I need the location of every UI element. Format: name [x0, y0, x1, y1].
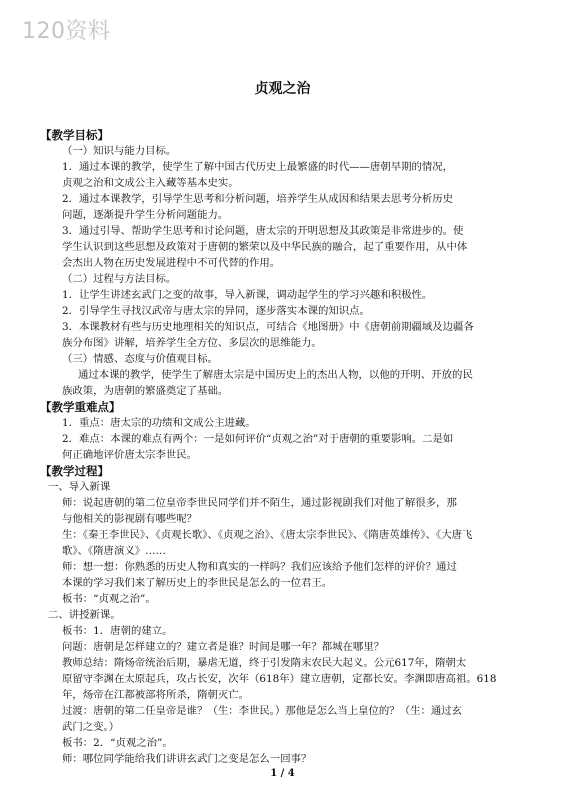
text-line: 1．通过本课的教学，使学生了解中国古代历史上最繁盛的时代——唐朝早期的情况， — [62, 161, 454, 173]
text-line: 通过本课的教学，使学生了解唐太宗是中国历史上的杰出人物，以他的开明、开放的民 — [78, 369, 473, 381]
section-heading: 【教学重难点】 — [40, 400, 121, 414]
text-line: 生：《秦王李世民》、《贞观长歌》、《贞观之治》、《唐太宗李世民》、《隋唐英雄传》、《大唐飞 — [62, 529, 473, 541]
text-line: 问题：唐朝是怎样建立的？建立者是谁？时间是哪一年？都城在哪里？ — [62, 641, 385, 653]
page-number: 1 / 4 — [270, 768, 295, 779]
page-title: 贞观之治 — [254, 81, 311, 97]
section-heading: 【教学目标】 — [40, 128, 109, 142]
text-line: 学生认识到这些思想及政策对于唐朝的繁荣以及中华民族的融合，起了重要作用，从中体 — [62, 241, 468, 253]
text-line: 过渡：唐朝的第二任皇帝是谁？（生：李世民。）那他是怎么当上皇位的？（生：通过玄 — [62, 705, 463, 717]
section-heading: 【教学过程】 — [40, 464, 109, 478]
text-line: （一）知识与能力目标。 — [62, 145, 177, 157]
text-line: 贞观之治和文成公主入藏等基本史实。 — [62, 177, 239, 189]
watermark: 120资料 — [22, 19, 111, 44]
text-line: 3．本课教材有些与历史地理相关的知识点，可结合《地图册》中《唐朝前期疆域及边疆各 — [62, 321, 474, 333]
text-line: 武门之变。） — [62, 721, 120, 733]
text-line: 师：说起唐朝的第二位皇帝李世民同学们并不陌生，通过影视剧我们对他了解很多，那 — [62, 497, 457, 509]
text-line: 教师总结：隋炀帝统治后期，暴虐无道，终于引发隋末农民大起义。公元617年，隋朝太 — [62, 657, 467, 669]
text-line: 1．重点：唐太宗的功绩和文成公主进藏。 — [62, 417, 256, 429]
text-line: 原留守李渊在太原起兵，攻占长安，次年（618年）建立唐朝，定都长安。李渊即唐高祖。618 — [62, 673, 497, 685]
text-line: 族政策，为唐朝的繁盛奠定了基础。 — [62, 385, 229, 397]
text-line: 问题，逐渐提升学生分析问题能力。 — [62, 209, 229, 221]
text-line: 1．让学生讲述玄武门之变的故事，导入新课，调动起学生的学习兴趣和积极性。 — [62, 289, 433, 301]
text-line: 2．通过本课教学，引导学生思考和分析问题，培养学生从成因和结果去思考分析历史 — [62, 193, 454, 205]
text-line: 会杰出人物在历史发展进程中不可代替的作用。 — [62, 257, 281, 269]
document-body — [40, 127, 518, 767]
text-line: 一、导入新课 — [48, 481, 111, 493]
text-line: 与他相关的影视剧有哪些呢？ — [62, 513, 198, 525]
text-line: 板书：2．“贞观之治”。 — [62, 737, 173, 749]
text-line: 3．通过引导、帮助学生思考和讨论问题，唐太宗的开明思想及其政策是非常进步的。使 — [62, 225, 464, 237]
text-line: 板书：1．唐朝的建立。 — [62, 625, 173, 637]
text-line: 2．引导学生寻找汉武帝与唐太宗的异同，逐步落实本课的知识点。 — [62, 305, 370, 317]
text-line: 歌》、《隋唐演义》…… — [62, 545, 166, 557]
text-line: 师：想一想：你熟悉的历史人物和真实的一样吗？我们应该给予他们怎样的评价？通过 — [62, 561, 457, 573]
text-line: 族分布图》讲解，培养学生全方位、多层次的思维能力。 — [62, 337, 322, 349]
text-line: 本课的学习我们来了解历史上的李世民是怎么的一位君王。 — [62, 577, 333, 589]
text-line: （三）情感、态度与价值观目标。 — [62, 353, 218, 365]
text-line: 年，炀帝在江都被部将所杀，隋朝灭亡。 — [62, 689, 250, 701]
text-line: 师：哪位同学能给我们讲讲玄武门之变是怎么一回事？ — [62, 753, 312, 765]
text-line: 2．难点：本课的难点有两个：一是如何评价“贞观之治”对于唐朝的重要影响。二是如 — [62, 433, 454, 445]
text-line: （二）过程与方法目标。 — [62, 273, 177, 285]
text-line: 何正确地评价唐太宗李世民。 — [62, 449, 198, 461]
text-line: 板书：“贞观之治”。 — [62, 593, 156, 605]
text-line: 二、讲授新课。 — [48, 609, 121, 621]
